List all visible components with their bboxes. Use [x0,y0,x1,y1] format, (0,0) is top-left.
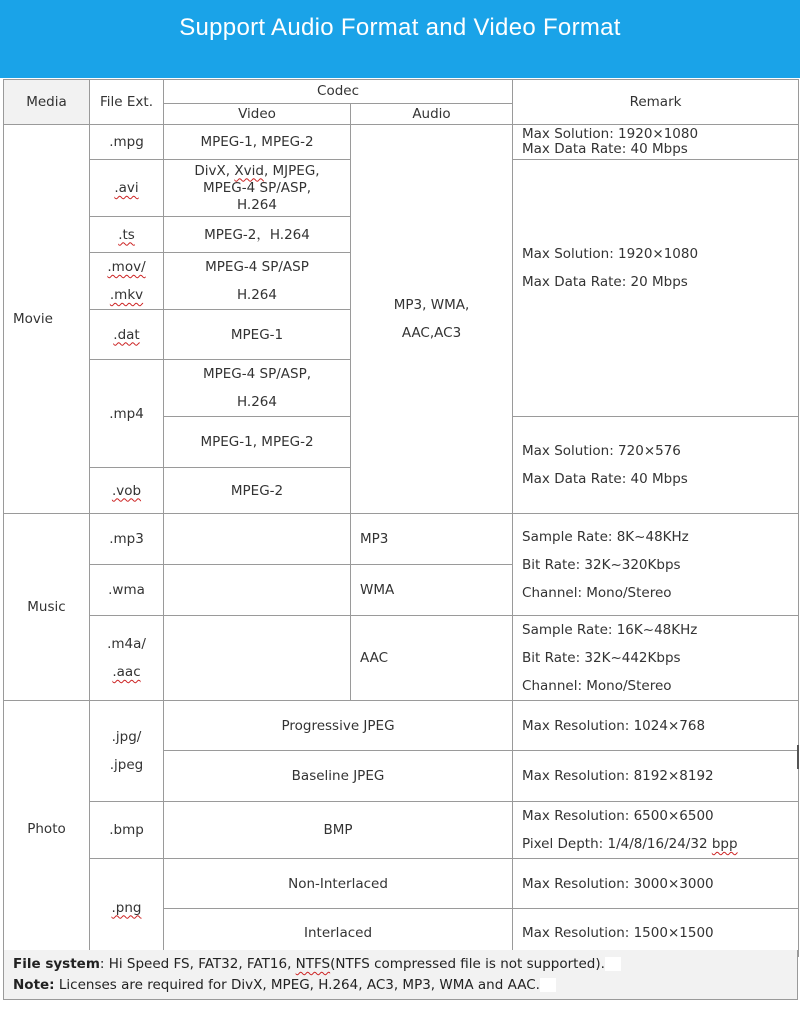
audio-movie: MP3, WMA, AAC,AC3 [351,125,513,514]
remark-non-interlaced: Max Resolution: 3000×3000 [513,859,799,909]
remark-interlaced: Max Resolution: 1500×1500 [513,909,799,957]
ext-avi: .avi [90,160,164,217]
ext-png: .png [90,859,164,957]
video-mpg: MPEG-1, MPEG-2 [164,125,351,160]
codec-non-interlaced: Non-Interlaced [164,859,513,909]
codec-progressive-jpeg: Progressive JPEG [164,701,513,751]
banner-title: Support Audio Format and Video Format [179,14,621,41]
media-movie: Movie [4,125,90,514]
header-remark: Remark [513,80,799,125]
remark-music-a: Sample Rate: 8K~48KHz Bit Rate: 32K~320Kbps Channel: Mono/Stereo [513,514,799,616]
license-note: Note: Licenses are required for DivX, MPEG, H.264, AC3, MP3, WMA and AAC. [13,977,556,993]
video-mp4-b: MPEG-1, MPEG-2 [164,417,351,468]
ext-mp3: .mp3 [90,514,164,565]
video-dat: MPEG-1 [164,310,351,360]
video-mp4-a: MPEG-4 SP/ASP, H.264 [164,360,351,417]
codec-baseline-jpeg: Baseline JPEG [164,751,513,802]
header-media: Media [4,80,90,125]
video-ts: MPEG-2，H.264 [164,217,351,253]
table-row [4,701,799,751]
media-music: Music [4,514,90,701]
format-table [3,79,799,957]
ext-m4a-aac: .m4a/ .aac [90,616,164,701]
header-audio: Audio [351,104,513,125]
video-mov-mkv: MPEG-4 SP/ASP H.264 [164,253,351,310]
header-row [4,80,799,104]
header-video: Video [164,104,351,125]
media-photo: Photo [4,701,90,957]
ext-dat: .dat [90,310,164,360]
remark-bmp: Max Resolution: 6500×6500 Pixel Depth: 1/4/8/16/24/32 bpp [513,802,799,859]
title-banner [0,0,800,78]
ext-mpg: .mpg [90,125,164,160]
audio-mp3: MP3 [351,514,513,565]
edge-mark [797,745,799,769]
ext-bmp: .bmp [90,802,164,859]
audio-m4a: AAC [351,616,513,701]
footer-notes [3,950,798,1000]
codec-bmp: BMP [164,802,513,859]
remark-baseline-jpeg: Max Resolution: 8192×8192 [513,751,799,802]
header-file-ext: File Ext. [90,80,164,125]
remark-m4a: Sample Rate: 16K~48KHz Bit Rate: 32K~442Kbps Channel: Mono/Stereo [513,616,799,701]
remark-sd: Max Solution: 720×576 Max Data Rate: 40 Mbps [513,417,799,514]
remark-progressive-jpeg: Max Resolution: 1024×768 [513,701,799,751]
white-box [540,978,556,992]
video-mp3 [164,514,351,565]
remark-hd: Max Solution: 1920×1080 Max Data Rate: 20 Mbps [513,160,799,417]
table-row [4,514,799,565]
table-row [4,616,799,701]
ext-mp4: .mp4 [90,360,164,468]
ext-ts: .ts [90,217,164,253]
ext-wma: .wma [90,565,164,616]
video-m4a [164,616,351,701]
ext-vob: .vob [90,468,164,514]
codec-interlaced: Interlaced [164,909,513,957]
table-row [4,859,799,909]
ext-jpg-jpeg: .jpg/ .jpeg [90,701,164,802]
file-system-note: File system: Hi Speed FS, FAT32, FAT16, NTFS(NTFS compressed file is not supported). [13,956,621,972]
table-row [4,802,799,859]
remark-mpg: Max Solution: 1920×1080 Max Data Rate: 40 Mbps [513,125,799,160]
header-codec: Codec [164,80,513,104]
white-box [605,957,621,971]
video-vob: MPEG-2 [164,468,351,514]
video-avi: DivX, Xvid, MJPEG, MPEG-4 SP/ASP, H.264 [164,160,351,217]
audio-wma: WMA [351,565,513,616]
table-row [4,125,799,160]
ext-mov-mkv: .mov/ .mkv [90,253,164,310]
video-wma [164,565,351,616]
